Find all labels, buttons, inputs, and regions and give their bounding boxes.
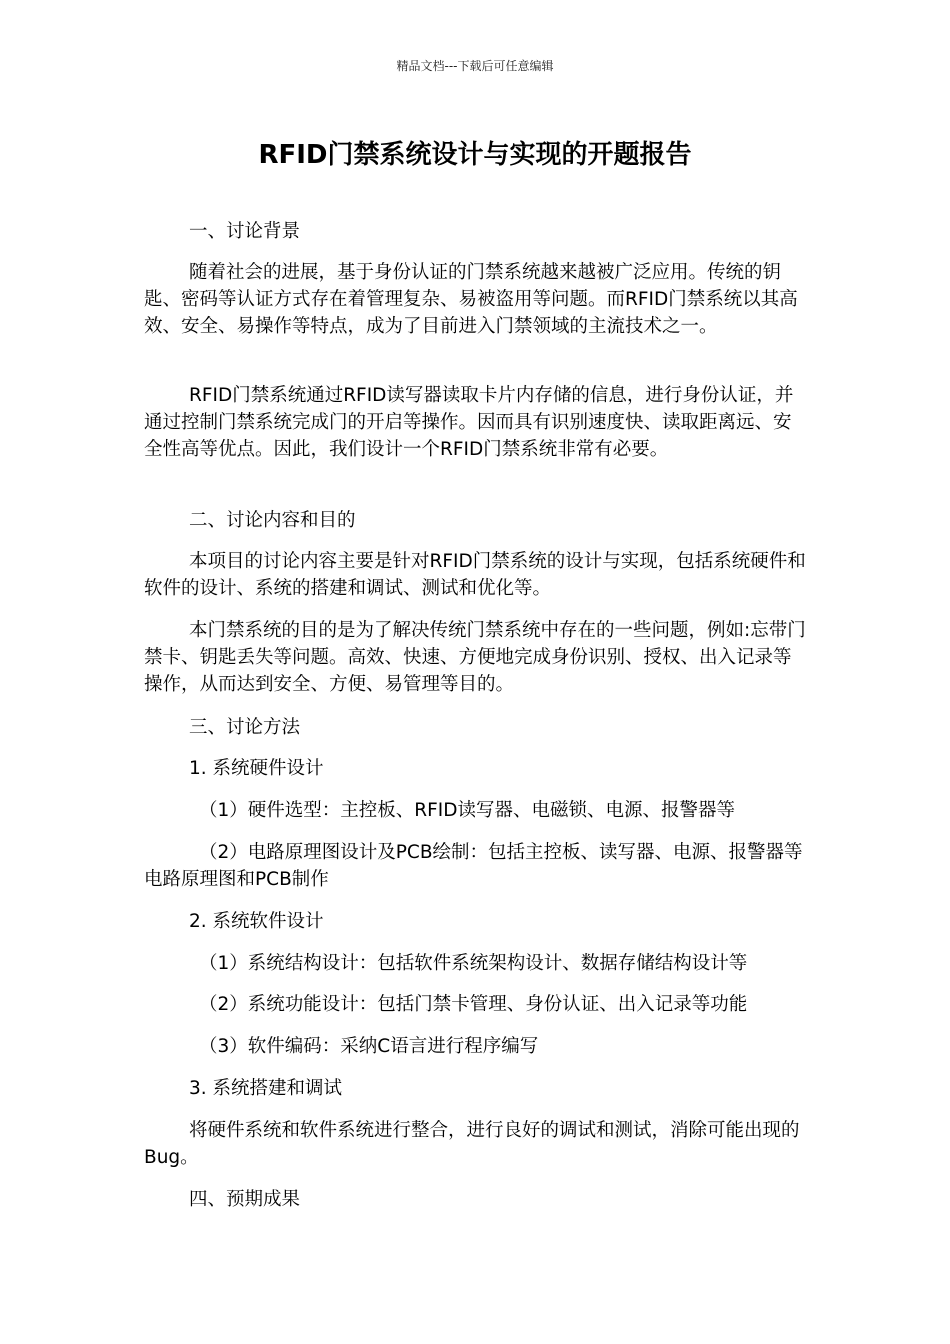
software-item-2: （2）系统功能设计：包括门禁卡管理、身份认证、出入记录等功能 <box>199 994 748 1015</box>
paragraph-background-1: 随着社会的进展，基于身份认证的门禁系统越来越被广泛应用。传统的钥匙、密码等认证方式存在着管理复杂、易被盗用等问题。而RFID门禁系统以其高效、安全、易操作等特点，成为了目前进入门禁领域的主流技术之一。 <box>144 262 798 337</box>
section-heading-content: 二、讨论内容和目的 <box>189 510 356 531</box>
section-heading-method: 三、讨论方法 <box>189 717 301 738</box>
software-item-3: （3）软件编码：采纳C语言进行程序编写 <box>199 1036 539 1057</box>
hardware-item-2: （2）电路原理图设计及PCB绘制：包括主控板、读写器、电源、报警器等电路原理图和PCB制作 <box>144 842 803 890</box>
paragraph-background-2: RFID门禁系统通过RFID读写器读取卡片内存储的信息，进行身份认证，并通过控制门禁系统完成门的开启等操作。因而具有识别速度快、读取距离远、安全性高等优点。因此，我们设计一个RFID门禁系统非常有必要。 <box>144 385 794 460</box>
subsection-heading-software: 2. 系统软件设计 <box>189 911 324 932</box>
subsection-heading-hardware: 1. 系统硬件设计 <box>189 758 324 779</box>
paragraph-content-2: 本门禁系统的目的是为了解决传统门禁系统中存在的一些问题，例如:忘带门禁卡、钥匙丢失等问题。高效、快速、方便地完成身份识别、授权、出入记录等操作，从而达到安全、方便、易管理等目的。 <box>144 620 806 695</box>
section-heading-outcomes: 四、预期成果 <box>189 1189 301 1210</box>
header-note: 精品文档---下载后可任意编辑 <box>396 59 554 73</box>
subsection-heading-integration: 3. 系统搭建和调试 <box>189 1078 343 1099</box>
section-heading-background: 一、讨论背景 <box>189 221 301 242</box>
document-title: RFID门禁系统设计与实现的开题报告 <box>258 140 692 170</box>
paragraph-integration: 将硬件系统和软件系统进行整合，进行良好的调试和测试，消除可能出现的Bug。 <box>144 1120 800 1168</box>
software-item-1: （1）系统结构设计：包括软件系统架构设计、数据存储结构设计等 <box>199 953 748 974</box>
paragraph-content-1: 本项目的讨论内容主要是针对RFID门禁系统的设计与实现，包括系统硬件和软件的设计、系统的搭建和调试、测试和优化等。 <box>144 551 806 599</box>
hardware-item-1: （1）硬件选型：主控板、RFID读写器、电磁锁、电源、报警器等 <box>199 800 735 821</box>
